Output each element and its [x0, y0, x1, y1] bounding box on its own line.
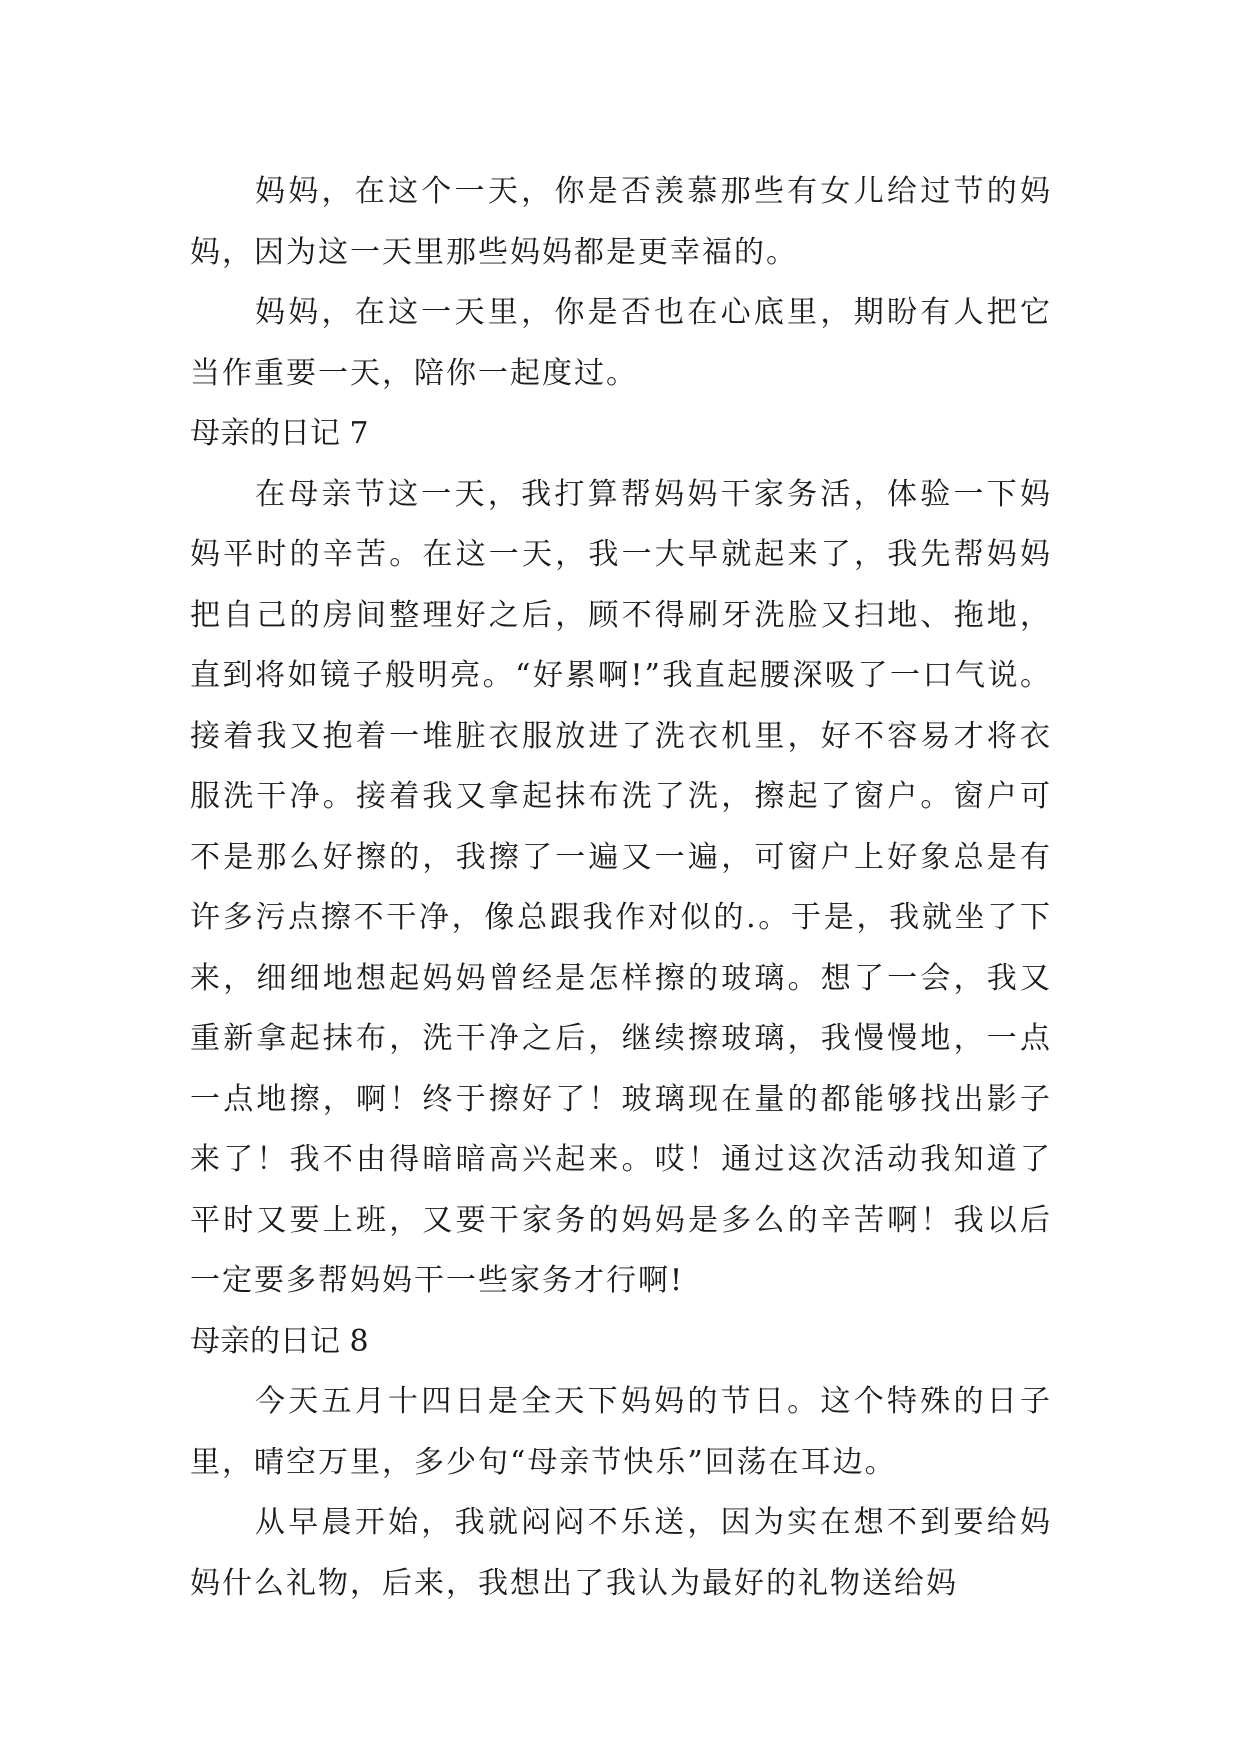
section-heading-diary-7: 母亲的日记 7 [190, 416, 369, 451]
document-body [190, 162, 1052, 1614]
paragraph-3: 在母亲节这一天，我打算帮妈妈干家务活，体验一下妈妈平时的辛苦。在这一天，我一大早就起来了，我先帮妈妈把自己的房间整理好之后，顾不得刷牙洗脸又扫地、拖地，直到将如镜子般明亮。“好累啊!”我直起腰深吸了一口气说。接着我又抱着一堆脏衣服放进了洗衣机里，好不容易才将衣服洗干净。接着我又拿起抹布洗了洗，擦起了窗户。窗户可不是那么好擦的，我擦了一遍又一遍，可窗户上好象总是有许多污点擦不干净，像总跟我作对似的.。于是，我就坐了下来，细细地想起妈妈曾经是怎样擦的玻璃。想了一会，我又重新拿起抹布，洗干净之后，继续擦玻璃，我慢慢地，一点一点地擦，啊！终于擦好了！玻璃现在量的都能够找出影子来了！我不由得暗暗高兴起来。哎！通过这次活动我知道了平时又要上班，又要干家务的妈妈是多么的辛苦啊！我以后一定要多帮妈妈干一些家务才行啊! [190, 476, 1052, 1298]
paragraph-5: 从早晨开始，我就闷闷不乐送，因为实在想不到要给妈妈什么礼物，后来，我想出了我认为最好的礼物送给妈 [190, 1505, 1052, 1601]
paragraph-1: 妈妈，在这个一天，你是否羡慕那些有女儿给过节的妈妈，因为这一天里那些妈妈都是更幸福的。 [190, 174, 1052, 270]
paragraph-2: 妈妈，在这一天里，你是否也在心底里，期盼有人把它当作重要一天，陪你一起度过。 [190, 295, 1052, 391]
paragraph-4: 今天五月十四日是全天下妈妈的节日。这个特殊的日子里，晴空万里，多少句“母亲节快乐”回荡在耳边。 [190, 1384, 1052, 1480]
section-heading-diary-8: 母亲的日记 8 [190, 1323, 369, 1359]
